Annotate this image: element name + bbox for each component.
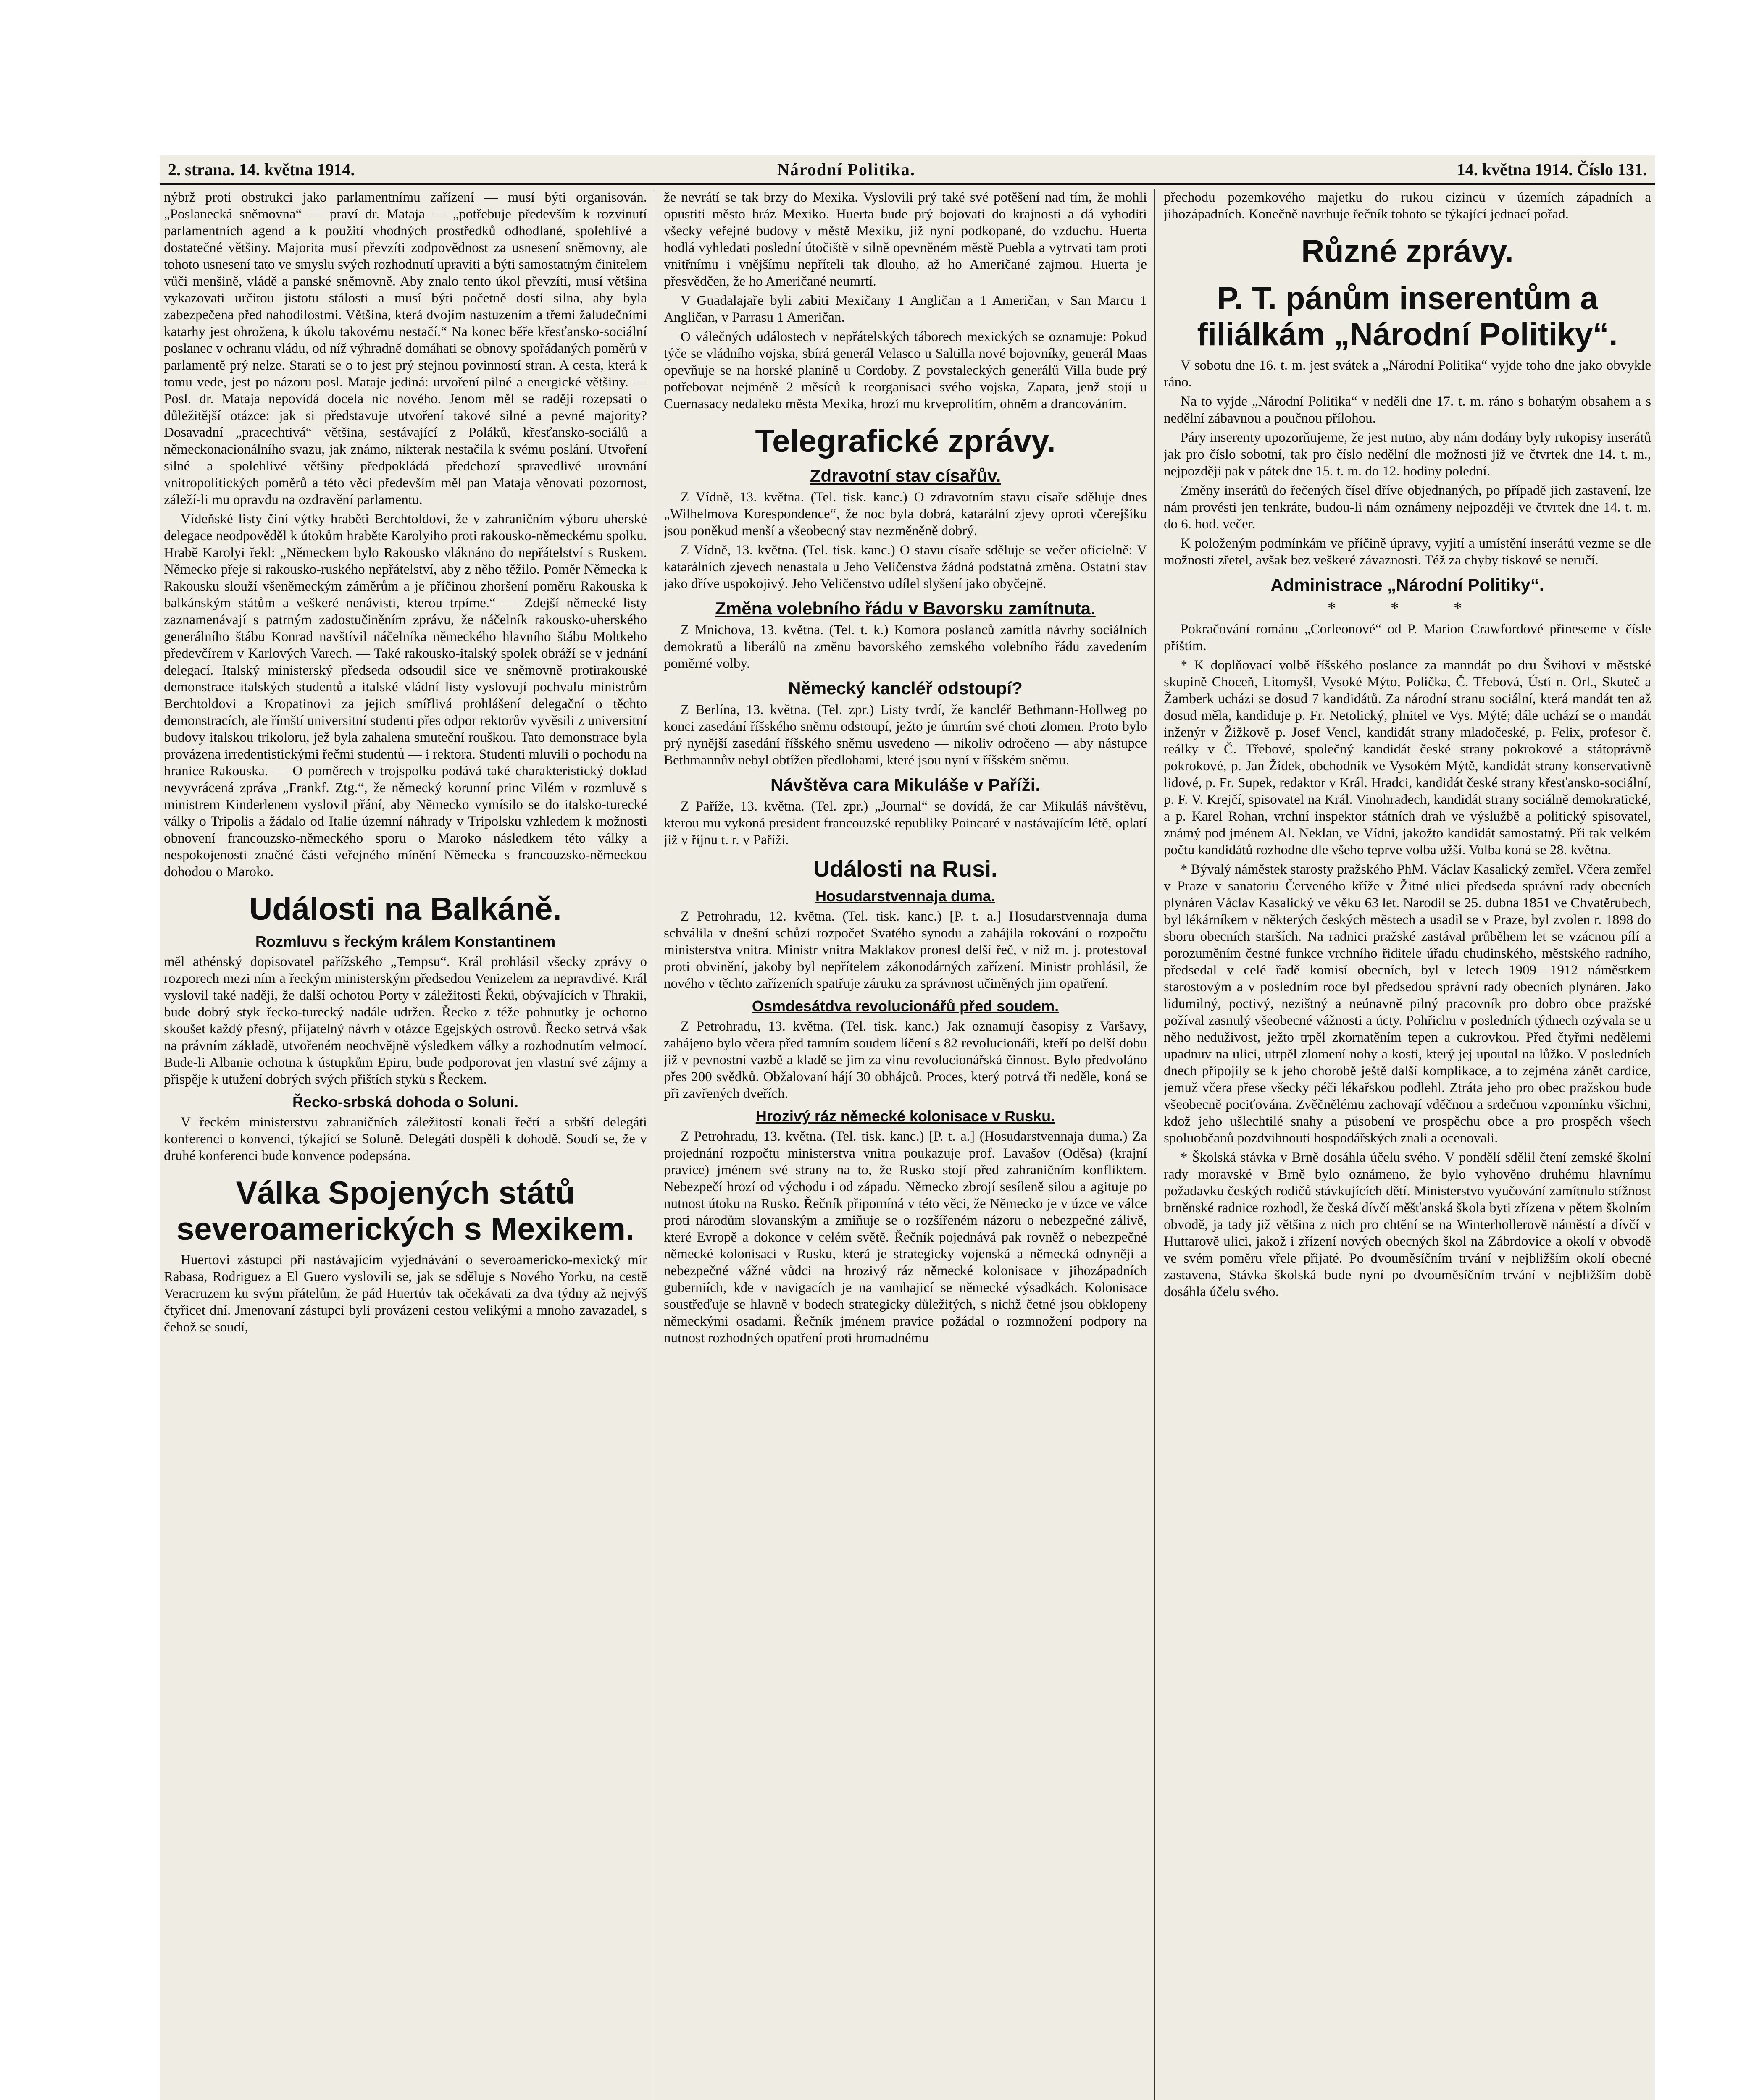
article-heading: Osmdesátdva revolucionářů před soudem. [752,998,1059,1015]
article-heading: Rozmluvu s řeckým králem Konstantinem [255,933,556,950]
section-heading: Události na Rusi. [813,856,998,882]
article-paragraph: přechodu pozemkového majetku do rukou cizinců v územích západních a jihozápadních. Konečně navrhuje řečník tohoto se týkající jednací pořad. [1164,190,1651,222]
article-paragraph: že nevrátí se tak brzy do Mexika. Vyslovili prý také své potěšení nad tím, že mohli opustiti město hráz Mexiko. Huerta bude prý bojovati do krajnosti a dá vyhoditi všecky veřejné budovy v městě Mexiku, již nyní podkopané, do vzduchu. Huerta hodlá vyhledati poslední útočiště v silně opevněném městě Puebla a vytrvati tam proti vnitřnímu i vnějšímu nepříteli tak dlouho, až ho Američané zajmou. Huerta je přesvědčen, že ho Američané neumrtí. [664,190,1147,289]
notice-paragraph: K položeným podmínkám ve příčině úpravy, vyjití a umístění inserátů vezme se dle možnosti zřetel, avšak bez veškeré závaznosti. Též za chyby tiskové se neručí. [1164,536,1651,568]
masthead-title: Národní Politika. [777,160,915,179]
article-paragraph: Z Mnichova, 13. května. (Tel. t. k.) Komora poslanců zamítla návrhy sociálních demokratů a liberálů na změnu bavorského zemského volebního řádu zavedením poměrné volby. [664,622,1147,671]
article-paragraph: Z Petrohradu, 13. května. (Tel. tisk. kanc.) [P. t. a.] (Hosudarstvennaja duma.) Za projednání rozpočtu ministerstva vnitra poukazuje prof. Lavašov (Oděsa) (krajní pravice) jménem své strany na to, že Rusko stojí před zahraničním konfliktem. Nebezpečí hrozí od východu i od západu. Německo zbrojí sesíleně silou a agituje po nutnost útoku na Rusko. Řečník připomíná v této věci, že Německo je v úzce ve válce proti národům slovanským a zmiňuje se o rozšířeném názoru o nebezpečné zálivě, které Evropě a dokonce v celém světě. Řečník pojednává pak rovněž o nebezpečné německé kolonisaci v Rusku, která je strategicky vojenská a německá odnyněji a nebezpečné vážné vůdci na hrozivý ráz německé kolonisace v jihozápadních guberniích, kde v navigacích je na vamhajicí se německé výsadkách. Kolonisace soustřeďuje se hlavně v bodech strategicky důležitých, s nichž četné jsou obklopeny německými osadami. Řečník jménem pravice požádal o rozmnožení podpory na nutnost rozhodných opatření proti hromadnému [664,1129,1147,1346]
administration-signature: Administrace „Národní Politiky“. [1270,575,1544,595]
column-1 [164,189,647,2100]
article-paragraph: Z Petrohradu, 13. května. (Tel. tisk. kanc.) Jak oznamují časopisy z Varšavy, zahájeno bylo včera před tamním soudem líčení s 82 revolucionáři, kteří po delší dobu již v pevnostní vazbě a kladě se jim za vinu revolucionářská činnost. Bylo předvoláno přes 200 svědků. Obžalovaní hájí 30 obhájců. Proces, který potrvá tři neděle, koná se při zavřených dveřích. [664,1019,1147,1101]
article-paragraph: nýbrž proti obstrukci jako parlamentnímu zařízení — musí býti organisován. „Poslanecká sněmovna“ — praví dr. Mataja — „potřebuje především k rozvinutí parlamentních agend a k použití vhodných prostředků odhodlané, spolehlivé a dostatečné většiny. Majorita musí převzíti zodpovědnost za usnesení sněmovny, ale tohoto usnesení tato ve smyslu svých rozhodnutí upraviti a býti samostatným činitelem vůči menšině, vládě a panské sněmovně. Aby znalo tento úkol převzíti, musí většina vykazovati určitou jistotu stálosti a musí býti početně dosti silna, aby byla zabezpečena před nahodilostmi. Většina, která dvojím nastuzením a třemi žaludečními katarhy jest ohrožena, k úkolu takovému nestačí.“ Na konec běře křesťansko-sociální poslanec v ochranu vládu, od níž výhradně domáhati se obnovy spořádaných poměrů v parlamentě prý nelze. Starati se o to jest prý stejnou povinností stran. A cesta, která k tomu vede, jest po názoru posl. Matajе jediná: utvoření pilné a energické většiny. — Posl. dr. Mataja nepovídá docela nic nového. Jenom měl se raději rozepsati o důležitější otázce: jak si představuje utvoření takové silné a pevné majority? Dosavadní „pracechtivá“ většina, sestávající z Poláků, křesťansko-sociálů a německonacionálního svazu, jak známo, nikterak nestačila k svému poslání. Utvoření silné a spolehlivé většiny předpokládá předchozí spravedlivé urovnání vnitropolitických poměrů a této věci především měl pan Mataja věnovati pozornost, záleží-li mu opravdu na ozdravění parlamentu. [164,190,647,507]
article-paragraph: měl athénský dopisovatel pařížského „Tempsu“. Král prohlásil všecky zprávy o rozporech mezi ním a řeckým ministerským předsedou Venizelem za nepravdivé. Král vyslovil také naději, že další ochotou Porty v záležitosti Řeků, obývajících v Thrakii, bude dobrý styk řecko-turecký nadále udržen. Řecko z téže pohnutky je ochotno skoušet každý přesný, přijatelný návrh v otázce Egejských ostrovů. Řecko setrvá však na právním základě, utvořeném neochvějně výsledkem války a rozhodnutím velmocí. Bude-li Albanie ochotna k ústupkům Epiru, bude podporovat jen vlastní své zájmy a přispěje k utužení dobrých svých přištích styků s Řeckem. [164,954,647,1087]
article-paragraph: Z Vídně, 13. května. (Tel. tisk. kanc.) O zdravotním stavu císaře sděluje dnes „Wilhelmova Korespondence“, že noc byla dobrá, katarální zjevy oproti včerejšíku jsou poněkud menší a všeobecný stav nezměněně dobrý. [664,490,1147,538]
article-paragraph: O válečných událostech v nepřátelských táborech mexických se oznamuje: Pokud týče se vládního vojska, sbírá generál Velasco u Saltilla nové bojovníky, generál Maas opevňuje se na horské planině u Cordoby. Z povstaleckých generálů Villa bude prý potřebovat nejméně 2 měsíců k reorganisaci svého vojska, Zapata, jenž stojí u Cuernasacy nedaleko města Mexika, hrozí mu krveprolitím, ohněm a drancováním. [664,329,1147,412]
header-left: 2. strana. 14. května 1914. [168,160,355,179]
article-heading: Zdravotní stav císařův. [810,466,1001,486]
section-heading: Telegrafické zprávy. [755,423,1056,459]
newspaper-page [160,155,1655,2100]
page-header [160,155,1655,182]
article-paragraph: Z Vídně, 13. května. (Tel. tisk. kanc.) O stavu císaře sděluje se večer oficielně: V katarálních zjevech nenastala u Jeho Veličenstva žádná podstatná změna. Ostatní stav jako dříve uspokojivý. Jeho Veličenstvo udílel slyšení jako obyčejně. [664,543,1147,591]
article-paragraph: Z Berlína, 13. května. (Tel. zpr.) Listy tvrdí, že kancléř Bethmann-Hollweg po konci zasedání říšského sněmu odstoupí, ježto je úmrtím své choti zlomen. Proto bylo prý nynější zasedání říšského sněmu usvedeno — nikoliv odročeno — aby nástupce Bethmannův nebyl obtížen předlohami, které jsou nyní v říšském sněmu. [664,702,1147,768]
article-paragraph: Z Paříže, 13. května. (Tel. zpr.) „Journal“ se dovídá, že car Mikuláš návštěvu, kterou mu vykoná president francouzské republiky Poincaré v nastávajícím létě, oplatí již v říjnu t. r. v Paříži. [664,799,1147,848]
article-paragraph: * Školská stávka v Brně dosáhla účelu svého. V pondělí sdělil čtení zemské školní rady moravské v Brně bylo oznámeno, že bylo vyhověno druhému hlavnímu požadavku českých rodičů stávkujících dětí. Ministerstvo vyučování zamítnulo stížnost brněnské radnice rozhodl, že česká dívčí měšťanská škola byti zřízena v pětem školním obvodě, ja tady již většina z nich pro chtění se na Winterhollerově náměstí a dívčí v Huttarově ulici, jakož i zřízení nových obecných škol na Zábrdovice a okolí v obvodě ve svém poměru vřele přijaté. Po dvouměsíčním trvání v nejbližším okolí obecné zastavena, Stávka školská bude nyní po dvouměsíčním trvání v nejbližším době dosáhla účelu svého. [1164,1150,1651,1299]
article-heading: Změna volebního řádu v Bavorsku zamítnuta. [715,598,1096,618]
section-heading: Různé zprávy. [1301,234,1514,269]
header-rule [160,183,1655,185]
article-paragraph: * K doplňovací volbě říšského poslance za manndát po dru Švihovi v městské skupině Choceň, Litomyšl, Vysoké Mýto, Polička, Č. Třebová, Ústí n. Orl., Skuteč a Žamberk ucházi se dosud 7 kandidátů. Za národní stranu sociální, která mandát ten až dosud měla, kandiduje p. Fr. Netolický, plnitel ve Vys. Mýtě; dále uchází se o mandát inženýr v Žižkově p. Josef Vencl, kandidát strany mladočeské, p. Felix, profesor č. reálky v Č. Třebové, společný kandidát české strany pokrokové a státoprávně pokrokové, p. Jan Žídek, obchodník ve Vysokém Mýtě, kandidát strany konservativně lidové, p. Fr. Supek, redaktor v Král. Hradci, kandidát české strany křesťansko-sociální, p. F. V. Krejčí, spisovatel na Král. Vinohradech, kandidát strany sociálně demokratické, a p. Karel Rohan, vrchní inspektor státních drah ve výslužbě a politický spisovatel, známý pod jménem Al. Neklan, ve Vídni, jakožto kandidát samostatný. Při tak velkém počtu kandidátů rozhodne dle všeho teprve volba užší. Volba koná se 28. května. [1164,658,1651,858]
header-right: 14. května 1914. Číslo 131. [1457,160,1647,179]
article-heading: Hosudarstvennaja duma. [815,887,996,905]
article-paragraph: Vídeňské listy činí výtky hraběti Berchtoldovi, že v zahraničním výboru uherské delegace neodpověděl k útokům hraběte Karolyiho proti rakousko-německému spolku. Hrabě Karolyi řekl: „Německem bylo Rakousko vláknáno do nepřátelství s Ruskem. Německo přeje si rakousko-ruského nepřátelství, aby z něho těžilo. Poměr Německa k Rakousku slouží všeněmeckým záměrům a je příčinou zhoršení poměru Rakouska k balkánským státům a veškeré nenávisti, kterou trpíme.“ — Zdejší německé listy zaznamenávají s patrným zadostučiněním zprávu, že náčelník rakousko-uherského generálního štábu Konrad navštívil náčelníka německého hlavního štábu Moltkeho předevčírem v Karlových Varech. — Také rakousko-italský spolek obráží se v jednání delegací. Italský ministerský předseda odsoudil sice ve sněmovně protirakouské demonstrace italských studentů a italské vládní listy vyslovují pochvalu ministrům Berchtoldovi a Kropatinovi za jejich smířlivá prohlášení delegační o těchto demonstracích, ale římští universitní studenti přes odpor rektorův vyvěsili z universitní budovy italskou trikoloru, jež byla zahalena smuteční rouškou. Tato demonstrace byla provázena irredentistickými řečmi studentů — i rektora. Studenti mluvili o pochodu na hranice Rakouska. — O poměrech v trojspolku podává také charakteristický doklad nevyvrácená zpráva „Frankf. Ztg.“, že německý korunní princ Vilém v rozmluvě s ministrem Kinderlenem vyslovil přání, aby Německo vymísilo se do italsko-turecké války o Tripolis a žádalo od Italie územní náhrady v Tripolsku vzhledem k možnosti obnovení francouzsko-německého sporu o Maroko následkem této války a nespokojenosti značné části veřejného mínění Německa s francouzsko-německou dohodou o Maroko. [164,512,647,879]
section-heading: Válka Spojených států severoamerických s Mexikem. [176,1175,635,1247]
column-2 [664,189,1147,2100]
section-heading: Události na Balkáně. [249,891,562,927]
notice-paragraph: Změny inserátů do řečených čísel dříve objednaných, po případě jich zastavení, lze nám provésti jen tenkráte, budou-li nám oznámeny nejpozději ve čtvrtek dne 14. t. m. do 6. hod. večer. [1164,483,1651,532]
article-paragraph: V řeckém ministerstvu zahraničních záležitostí konali řečtí a srbští delegáti konferenci o konvenci, týkající se Soluně. Delegáti dospěli k dohodě. Soudí se, že v druhé konferenci bude konvence podepsána. [164,1115,647,1163]
separator-stars: * * * [1328,598,1487,617]
article-paragraph: * Bývalý náměstek starosty pražského PhM. Václav Kasalický zemřel. Včera zemřel v Praze v sanatoriu Červeného kříže v Žitné ulici předseda správní rady obecních plynáren Václav Kasalický ve věku 63 let. Narodil se 25. dubna 1851 ve Chvatěrubech, byl lékárníkem v některých českých městech a usadil se v Praze, byl zvolen r. 1898 do sboru obecních starších. Na radnici pražské zastával průběhem let se vzácnou pílí a porozuměním čestné funkce vrchního řiditele úřadu chudinského, městského radního, předsedal v celé řadě komisí obecních, byl v letech 1909—1912 náměstkem starostovým a v posledním roce byl předsedou správní rady obecních plynáren. Jako lidumilný, poctivý, nezištný a neúnavně pilný pracovník pro dobro obce pražské požíval zasnulý všeobecné vážnosti a úcty. Pohřichu v posledních týdnech ozývala se u něho neduživost, ježto trpěl zkornatěním tepen a cukrovkou. Před čtyřmi nedělemi upadnuv na ulici, utrpěl zlomení nohy a kosti, který jej upoutal na lůžko. V posledních dnech přípojily se k jeho chorobě ještě další komplikace, a to zejména zánět cardice, jemuž včera přese všecky péči lékařskou podlehl. Ztráta jeho pro obec pražskou bude všeobecně pociťována. Zvěčnělému zachovají vděčnou a srdečnou vzpomínku všichni, kdož jeho ušlechtilé snahy a působení ve prospěchu obce a pro prospěch všech spoluobčanů pozdvihnouti hospodářských znali a ocenovali. [1164,862,1651,1146]
article-paragraph: Pokračování románu „Corleonové“ od P. Marion Crawfordové přineseme v čísle příštím. [1164,622,1651,654]
article-heading: Návštěva cara Mikuláše v Paříži. [770,775,1041,795]
article-paragraph: V Guadalajaře byli zabiti Mexičany 1 Angličan a 1 Američan, v San Marcu 1 Angličan, v Parrasu 1 Američan. [664,293,1147,325]
article-heading: Hrozivý ráz německé kolonisace v Rusku. [755,1108,1055,1125]
notice-paragraph: V sobotu dne 16. t. m. jest svátek a „Národní Politika“ vyjde toho dne jako obvykle ráno. [1164,358,1651,390]
notice-heading: P. T. pánům inserentům a filiálkám „Národní Politiky“. [1197,281,1618,352]
notice-paragraph: Na to vyjde „Národní Politika“ v neděli dne 17. t. m. ráno s bohatým obsahem a s nedělní zábavnou a poučnou přílohou. [1164,394,1651,426]
notice-paragraph: Páry inserenty upozorňujeme, že jest nutno, aby nám dodány byly rukopisy inserátů jak pro číslo sobotní, tak pro číslo nedělní dle možnosti již ve čtvrtek dne 14. t. m., nejpozději pak v pátek dne 15. t. m. do 12. hodiny polední. [1164,430,1651,479]
article-paragraph: Huertovi zástupci při nastávajícím vyjednávání o severoamericko-mexický mír Rabasa, Rodriguez a El Guero vyslovili se, jak se sděluje s Nového Yorku, na cestě Veracruzem ku svým přátelům, že pád Huertův tak očekávati za dva týdny až nejvýš čtyřicet dní. Jmenovaní zástupci byli provázeni cestou velikými a mnoho zavazadel, s čehož se soudí, [164,1252,647,1335]
column-3 [1164,189,1651,2100]
column-divider [1154,189,1155,2100]
article-heading: Německý kancléř odstoupí? [788,678,1023,698]
article-paragraph: Z Petrohradu, 12. května. (Tel. tisk. kanc.) [P. t. a.] Hosudarstvennaja duma schválila v dnešní schůzi rozpočet Svatého synodu a zahájila rokování o rozpočtu ministerstva vnitra. Ministr vnitra Maklakov pronesl delší řeč, v níž m. j. protestoval proti obvinění, jakoby byl nepřítelem zákonodárných zařízení. Ministr prohlásil, že nového v těchto zařízeních spatřuje záruku za správnost učiněných jim opatření. [664,909,1147,991]
article-heading: Řecko-srbská dohoda o Soluni. [292,1093,519,1110]
